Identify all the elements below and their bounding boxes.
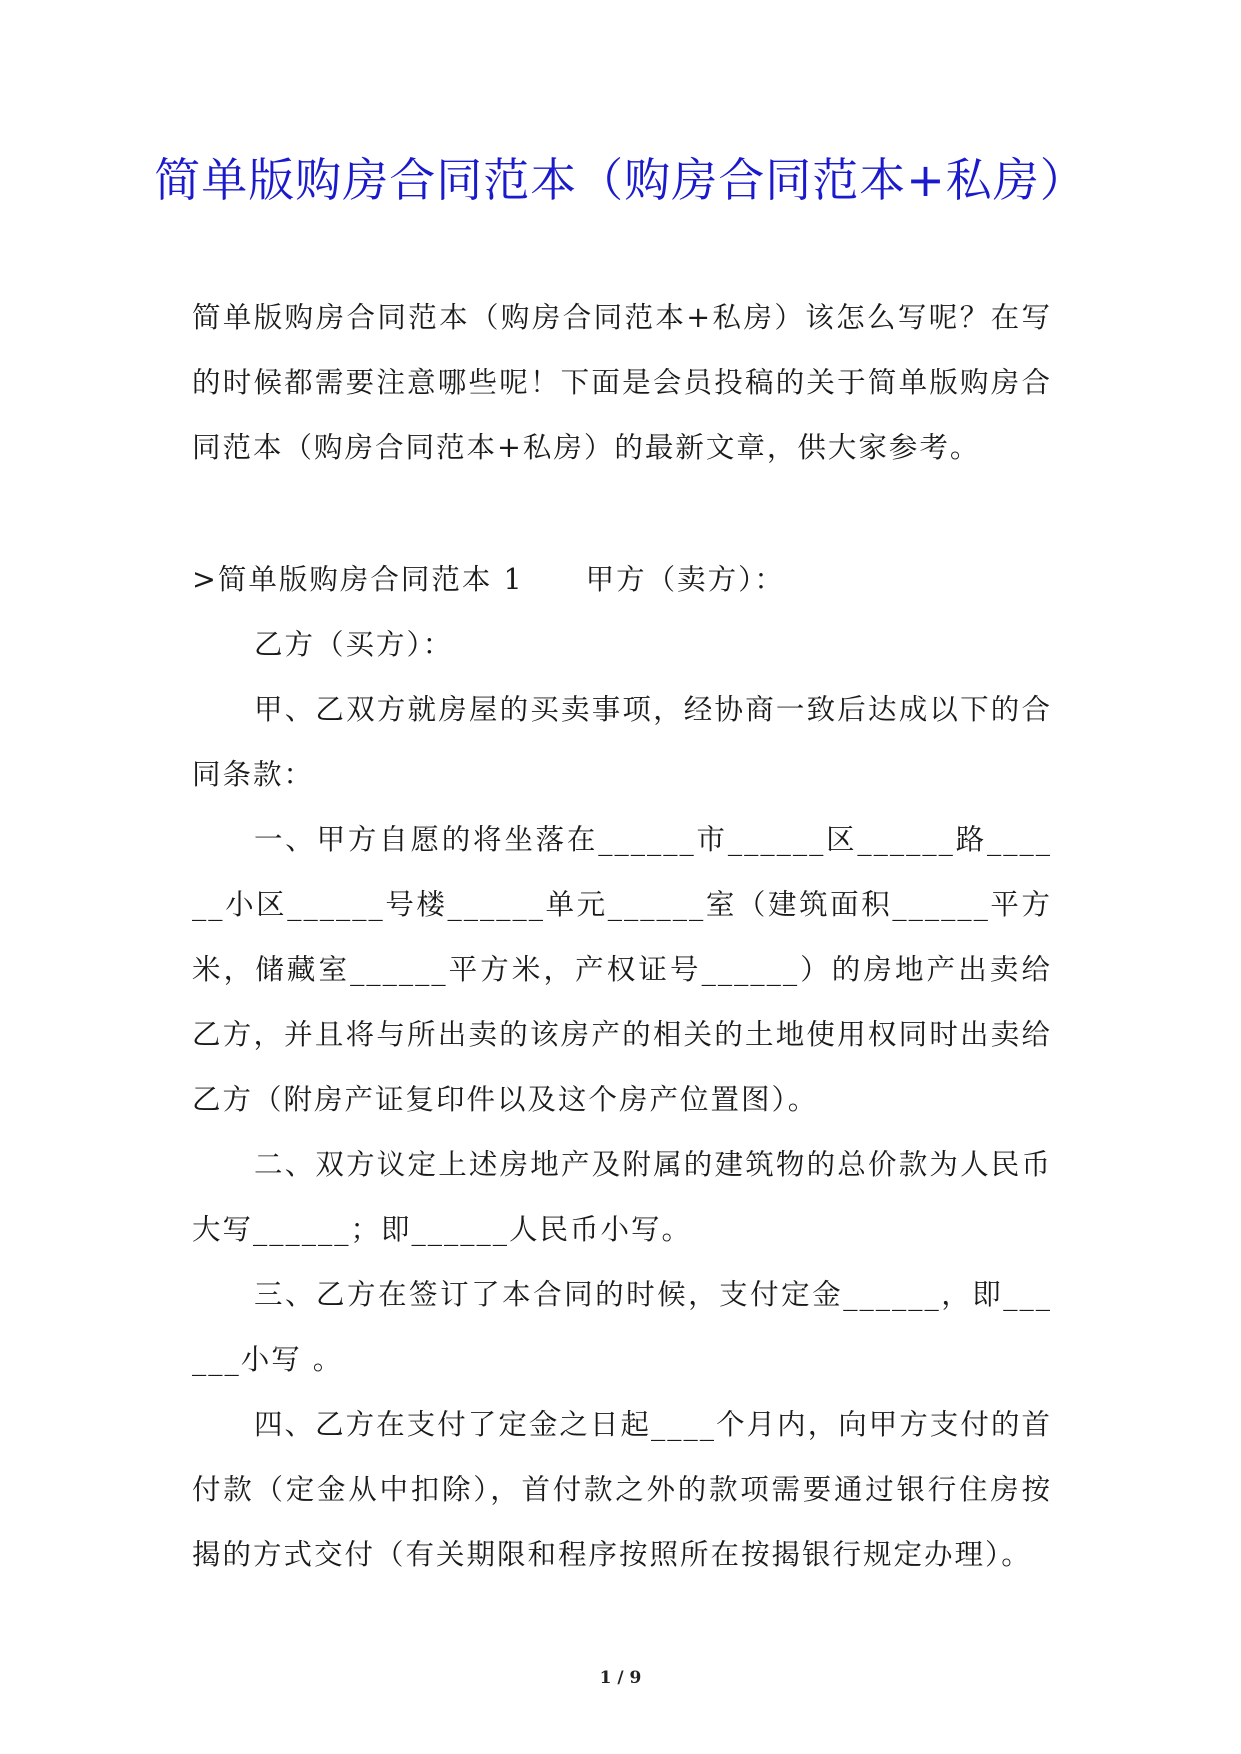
clause-paragraph: 二、双方议定上述房地产及附属的建筑物的总价款为人民币大写______；即______人民币小写。 — [192, 1148, 1052, 1246]
clause-paragraph: 三、乙方在签订了本合同的时候，支付定金______，即______小写 。 — [192, 1278, 1052, 1376]
document-title: 简单版购房合同范本（购房合同范本+私房） — [154, 153, 1087, 207]
section-heading: >简单版购房合同范本 1 — [192, 563, 524, 596]
page-indicator: 1 / 9 — [599, 1668, 642, 1688]
document-body — [192, 285, 1052, 1587]
party-a-label: 甲方（卖方）： — [585, 563, 785, 596]
intro-paragraph: 简单版购房合同范本（购房合同范本+私房）该怎么写呢？在写的时候都需要注意哪些呢！下面是会员投稿的关于简单版购房合同范本（购房合同范本+私房）的最新文章，供大家参考。 — [192, 301, 1052, 464]
clause-paragraph: 四、乙方在支付了定金之日起____个月内，向甲方支付的首付款（定金从中扣除），首付款之外的款项需要通过银行住房按揭的方式交付（有关期限和程序按照所在按揭银行规定办理）。 — [192, 1408, 1052, 1571]
clause-paragraph: 甲、乙双方就房屋的买卖事项，经协商一致后达成以下的合同条款： — [192, 693, 1052, 791]
clause-paragraph: 一、甲方自愿的将坐落在______市______区______路______小区______号楼______单元______室（建筑面积______平方米，储藏室______平方米，产权证号______）的房地产出卖给乙方，并且将与所出卖的该房产的相关的土地使用权同时出卖给乙方（附房产证复印件以及这个房产位置图）。 — [192, 823, 1052, 1116]
section-heading-line — [192, 547, 1052, 612]
party-b-label: 乙方（买方）： — [254, 628, 454, 661]
